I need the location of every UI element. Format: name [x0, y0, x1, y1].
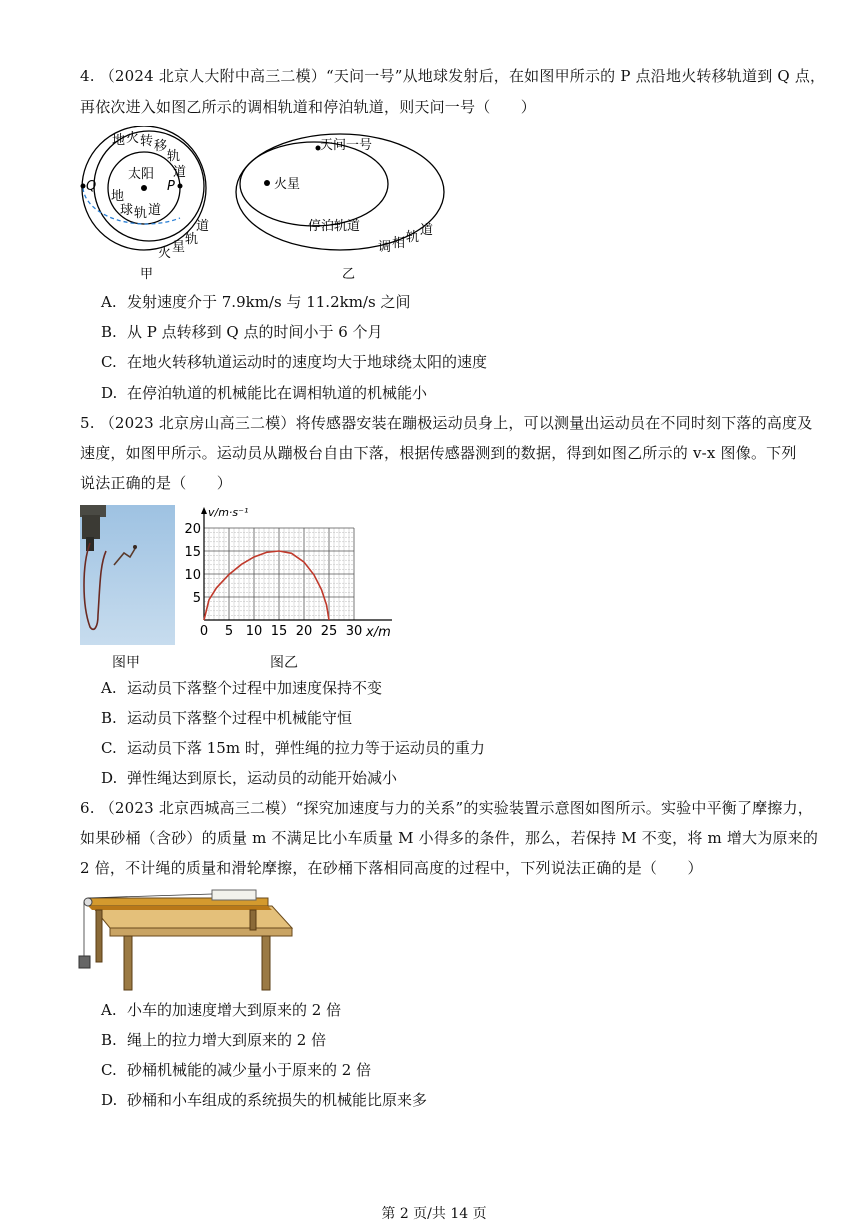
option-label: A. — [101, 1001, 117, 1019]
q4-text-2: 再依次进入如图乙所示的调相轨道和停泊轨道，则天问一号（ ） — [80, 98, 537, 116]
x-tick-label: 5 — [224, 624, 234, 639]
option-text: 小车的加速度增大到原来的 2 倍 — [127, 1001, 342, 1019]
option-text: 砂桶和小车组成的系统损失的机械能比原来多 — [127, 1091, 428, 1109]
vx-curve — [204, 551, 329, 620]
q4-option-d — [101, 383, 427, 403]
y-axis-arrow — [201, 507, 207, 514]
q5-text-2: 速度，如图甲所示。运动员从蹦极台自由下落，根据传感器测到的数据，得到如图乙所示的 v-x 图像。下列 — [80, 444, 797, 462]
y-tick-label: 20 — [184, 522, 201, 537]
option-label: B. — [101, 709, 117, 727]
x-tick-label: 25 — [320, 624, 338, 639]
y-tick-label: 5 — [192, 591, 201, 606]
q4-number: 4. — [80, 67, 95, 85]
page-footer: 第 2 页/共 14 页 — [381, 1206, 487, 1222]
chart-grid — [204, 528, 354, 620]
q5-option-b — [101, 708, 352, 728]
option-label: D. — [101, 1091, 118, 1109]
y-tick-label: 15 — [184, 545, 201, 560]
transfer-label-3: 转 — [140, 134, 154, 149]
bungee-photo — [80, 505, 175, 645]
x-tick-label: 0 — [199, 624, 209, 639]
phasing-orbit-label-2: 相 — [392, 236, 406, 251]
q5-number: 5. — [80, 414, 95, 432]
q6-option-d — [101, 1090, 427, 1110]
x-tick-label: 15 — [270, 624, 288, 639]
q6-text-3: 2 倍，不计绳的质量和滑轮摩擦，在砂桶下落相同高度的过程中，下列说法正确的是（ ） — [80, 859, 703, 877]
option-label: A. — [101, 293, 117, 311]
option-label: A. — [101, 679, 117, 697]
q5-option-a — [101, 678, 382, 698]
option-text: 弹性绳达到原长，运动员的动能开始减小 — [127, 769, 398, 787]
transfer-label-2: 火 — [126, 131, 140, 146]
probe-label: 天问一号 — [320, 138, 373, 153]
mars-orbit-label-4: 道 — [196, 219, 210, 234]
x-tick-label: 30 — [345, 624, 363, 639]
q6-number: 6. — [80, 799, 95, 817]
q4-option-a — [101, 292, 410, 312]
q6-text-1: （2023 北京西城高三二模）“探究加速度与力的关系”的实验装置示意图如图所示。实验中平衡了摩擦力， — [99, 799, 813, 817]
point-q-label: Q — [86, 179, 97, 194]
q4-option-b — [101, 322, 383, 342]
sun-label: 太阳 — [128, 167, 155, 182]
x-tick-label: 10 — [245, 624, 263, 639]
q6-text-2: 如果砂桶（含砂）的质量 m 不满足比小车质量 M 小得多的条件，那么，若保持 M 不变，将 m 增大为原来的 — [80, 829, 819, 847]
option-label: B. — [101, 1031, 117, 1049]
apparatus-figure — [76, 888, 296, 992]
option-text: 在停泊轨道的机械能比在调相轨道的机械能小 — [127, 384, 428, 402]
q5-text-1: （2023 北京房山高三二模）将传感器安装在蹦极运动员身上，可以测量出运动员在不同时刻下落的高度及 — [99, 414, 813, 432]
chart-ticks — [184, 522, 362, 639]
q5-option-c — [101, 738, 485, 758]
option-text: 从 P 点转移到 Q 点的时间小于 6 个月 — [127, 323, 383, 341]
point-p-label: P — [167, 179, 175, 194]
q5-text-3: 说法正确的是（ ） — [80, 474, 233, 492]
option-label: D. — [101, 384, 118, 402]
x-axis-label: x/m — [366, 625, 391, 640]
option-label: C. — [101, 739, 117, 757]
y-axis-label: v/m·s⁻¹ — [208, 506, 249, 519]
earth-orbit-label-4: 道 — [148, 203, 162, 218]
transfer-label-4: 移 — [154, 139, 168, 154]
option-text: 发射速度介于 7.9km/s 与 11.2km/s 之间 — [127, 293, 411, 311]
q6-option-b — [101, 1030, 326, 1050]
earth-orbit-label-3: 轨 — [134, 206, 148, 221]
vx-chart — [180, 502, 400, 644]
q4-figure-yi — [234, 126, 452, 286]
transfer-label-1: 地 — [112, 133, 126, 148]
q4-line-1 — [80, 66, 825, 86]
earth-orbit-label-2: 球 — [120, 203, 134, 218]
phasing-orbit-label-3: 轨 — [406, 230, 420, 245]
option-text: 运动员下落整个过程中加速度保持不变 — [127, 679, 383, 697]
option-text: 在地火转移轨道运动时的速度均大于地球绕太阳的速度 — [127, 353, 488, 371]
q5-line-1 — [80, 413, 812, 433]
mars-orbit-label-1: 火 — [158, 246, 172, 261]
option-label: C. — [101, 1061, 117, 1079]
figure-yi-caption: 乙 — [342, 267, 356, 282]
mars-orbit-label-2: 星 — [172, 240, 186, 255]
q5-option-d — [101, 768, 397, 788]
q4-text-1: （2024 北京人大附中高三二模）“天问一号”从地球发射后，在如图甲所示的 P 点沿地火转移轨道到 Q 点， — [99, 67, 826, 85]
option-text: 绳上的拉力增大到原来的 2 倍 — [127, 1031, 327, 1049]
y-tick-label: 10 — [184, 568, 201, 583]
option-label: C. — [101, 353, 117, 371]
q6-line-1 — [80, 798, 813, 818]
option-label: B. — [101, 323, 117, 341]
option-text: 砂桶机械能的减少量小于原来的 2 倍 — [127, 1061, 372, 1079]
chart-caption: 图乙 — [270, 655, 298, 671]
figure-jia-caption: 甲 — [140, 267, 154, 282]
mars-orbit-label-3: 轨 — [185, 232, 199, 247]
q6-option-c — [101, 1060, 371, 1080]
transfer-label-5: 轨 — [167, 149, 181, 164]
transfer-label-6: 道 — [173, 165, 187, 180]
x-tick-label: 20 — [295, 624, 313, 639]
option-text: 运动员下落整个过程中机械能守恒 — [127, 709, 353, 727]
photo-caption: 图甲 — [112, 655, 140, 671]
option-text: 运动员下落 15m 时，弹性绳的拉力等于运动员的重力 — [127, 739, 485, 757]
phasing-orbit-label-4: 道 — [420, 223, 434, 238]
q4-option-c — [101, 352, 487, 372]
phasing-orbit-label-1: 调 — [378, 240, 392, 255]
option-label: D. — [101, 769, 118, 787]
mars-label: 火星 — [274, 177, 301, 192]
q6-option-a — [101, 1000, 341, 1020]
earth-orbit-label-1: 地 — [111, 189, 125, 204]
q4-figure-jia — [76, 126, 218, 286]
parking-orbit-label: 停泊轨道 — [308, 219, 361, 234]
